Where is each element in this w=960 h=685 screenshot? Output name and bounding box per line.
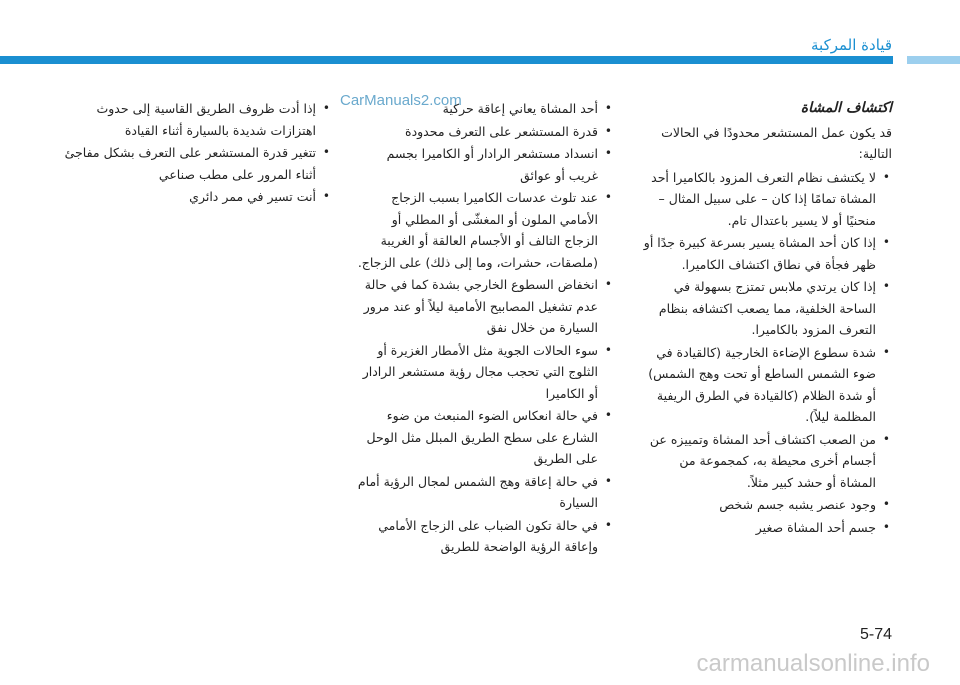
bullet-icon: • [604, 190, 612, 204]
list-item [642, 167, 892, 232]
bullet-icon: • [882, 169, 890, 184]
list-item-text: لا يكتشف نظام التعرف المزود بالكاميرا أحد المشاة تمامًا إذا كان – على سبيل المثال – منحنيًا أو لا يسير باعتدال تام. [651, 169, 876, 228]
bullet-icon: • [322, 189, 330, 203]
list-item [642, 232, 892, 275]
list-item-text: إذا كان يرتدي ملابس تمتزج بسهولة في الساحة الخلفية، مما يصعب اكتشافه بنظام التعرف المزود بالكاميرا. [658, 279, 876, 337]
list-item [356, 121, 614, 143]
list-item [356, 274, 614, 339]
list-item-text: جسم أحد المشاة صغير [755, 519, 876, 535]
list-item-text: من الصعب اكتشاف أحد المشاة وتمييزه عن أجسام أخرى محيطة به، كمجموعة من المشاة أو حشد كبير مثلاً. [649, 431, 876, 490]
bullet-icon: • [882, 279, 890, 293]
section-intro: قد يكون عمل المستشعر محدودًا في الحالات التالية: [661, 124, 892, 161]
list-item-text: سوء الحالات الجوية مثل الأمطار الغزيرة أو الثلوج التي تحجب مجال رؤية مستشعر الرادار أو الكاميرا [362, 342, 598, 401]
list-item [642, 342, 892, 428]
bullet-icon: • [322, 145, 330, 159]
header-bar-tail [907, 56, 960, 64]
bullet-icon: • [604, 123, 612, 138]
list-item [356, 471, 614, 514]
list-item-text: انخفاض السطوع الخارجي بشدة كما في حالة عدم تشغيل المصابيح الأمامية ليلاً أو عند مرور السيارة من خلال نفق [363, 277, 598, 335]
bullet-icon: • [604, 277, 612, 291]
bullet-icon: • [322, 101, 330, 115]
bullet-icon: • [604, 517, 612, 532]
list-item [356, 405, 614, 470]
bullet-icon: • [882, 497, 890, 511]
list-item-text: إذا كان أحد المشاة يسير بسرعة كبيرة جدًا أو ظهر فجأة في نطاق اكتشاف الكاميرا. [643, 235, 876, 272]
bullet-icon: • [604, 146, 612, 160]
list-item-text: عند تلوث عدسات الكاميرا بسبب الزجاج الأمامي الملون أو المغشّى أو المطلي أو الزجاج التالف أو الأجسام العالقة أو الغريبة (ملصقات، حشرات، وما إلى ذلك) على الزجاج. [357, 190, 598, 270]
list-item-text: في حالة تكون الضباب على الزجاج الأمامي وإعاقة الرؤية الواضحة للطريق [378, 517, 598, 554]
list-item-text: في حالة انعكاس الضوء المنبعث من ضوء الشارع على سطح الطريق المبلل مثل الوحل على الطريق [366, 408, 598, 466]
list-item [642, 429, 892, 494]
page-number: 5-74 [859, 626, 892, 643]
list-item [356, 98, 614, 120]
list-item-text: في حالة إعاقة وهج الشمس لمجال الرؤية أمام السيارة [357, 473, 598, 510]
bullet-list-right [642, 167, 892, 539]
list-item [52, 98, 332, 141]
list-item-text: تتغير قدرة المستشعر على التعرف بشكل مفاجئ أثناء المرور على مطب صناعي [64, 145, 316, 182]
watermark: CarManuals2.com [340, 92, 462, 109]
column-left [52, 98, 332, 209]
bullet-icon: • [604, 342, 612, 357]
bullet-list-middle [356, 98, 614, 558]
list-item-text: قدرة المستشعر على التعرف محدودة [405, 123, 598, 139]
bullet-icon: • [882, 431, 890, 446]
list-item-text: وجود عنصر يشبه جسم شخص [719, 497, 876, 512]
list-item [642, 517, 892, 539]
list-item [356, 340, 614, 405]
list-item-text: شدة سطوع الإضاءة الخارجية (كالقيادة في ضوء الشمس الساطع أو تحت وهج الشمس) أو شدة الظلام (كالقيادة في الطرق الريفية المظلمة ليلاً). [648, 344, 876, 424]
bullet-icon: • [882, 519, 890, 534]
bullet-icon: • [882, 344, 890, 359]
bullet-list-left [52, 98, 332, 208]
page-header-title: قيادة المركبة [811, 36, 892, 54]
list-item [642, 276, 892, 341]
list-item-text: انسداد مستشعر الرادار أو الكاميرا بجسم غريب أو عوائق [386, 146, 598, 183]
bullet-icon: • [604, 101, 612, 115]
list-item [356, 143, 614, 186]
column-right [642, 98, 892, 539]
footer-watermark: carmanualsonline.info [696, 650, 930, 677]
header-bar-gap [893, 56, 907, 64]
bullet-icon: • [604, 473, 612, 488]
bullet-icon: • [882, 235, 890, 249]
bullet-icon: • [604, 408, 612, 422]
list-item [356, 187, 614, 273]
column-middle [356, 98, 614, 559]
list-item [356, 515, 614, 558]
list-item-text: أحد المشاة يعاني إعاقة حركية [442, 101, 598, 116]
list-item-text: إذا أدت ظروف الطريق القاسية إلى حدوث اهتزازات شديدة بالسيارة أثناء القيادة [96, 101, 316, 138]
list-item [52, 142, 332, 185]
list-item [52, 186, 332, 208]
list-item-text: أنت تسير في ممر دائري [189, 189, 316, 204]
header-bar [0, 56, 893, 64]
section-heading: اكتشاف المشاة [800, 100, 892, 116]
list-item [642, 494, 892, 516]
